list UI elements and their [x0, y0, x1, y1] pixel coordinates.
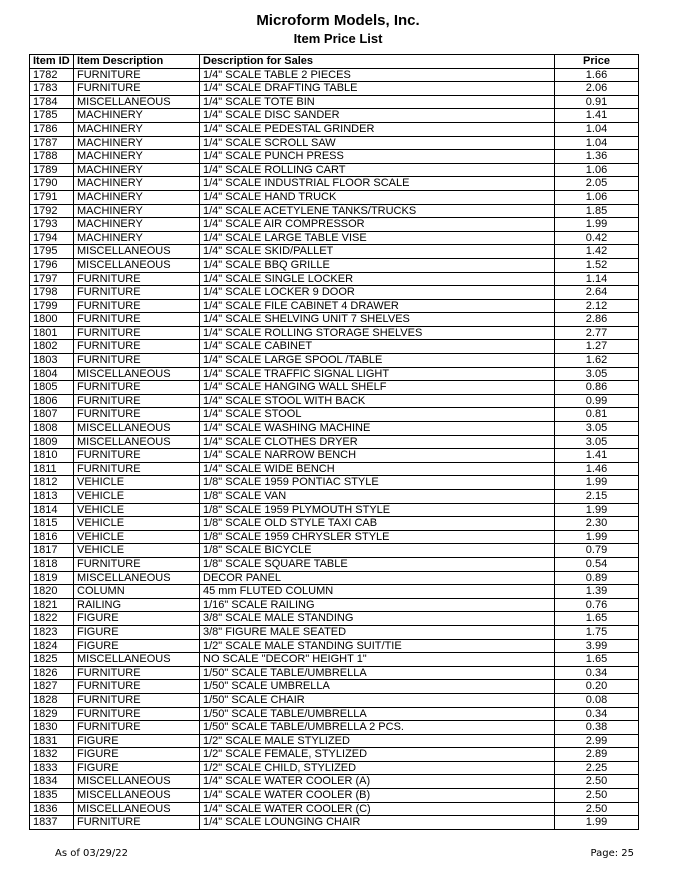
table-row	[30, 394, 639, 408]
sales-description-cell: 1/4" SCALE TOTE BIN	[200, 95, 555, 109]
item-description-cell: MISCELLANEOUS	[74, 367, 200, 381]
sales-description-cell: 1/50" SCALE UMBRELLA	[200, 680, 555, 694]
table-row	[30, 653, 639, 667]
price-cell: 1.36	[555, 150, 639, 164]
price-cell: 1.99	[555, 218, 639, 232]
item-id-cell: 1832	[30, 748, 74, 762]
item-description-cell: FURNITURE	[74, 666, 200, 680]
price-cell: 0.34	[555, 666, 639, 680]
table-row	[30, 95, 639, 109]
sales-description-cell: 1/8" SCALE BICYCLE	[200, 544, 555, 558]
price-cell: 1.75	[555, 625, 639, 639]
item-id-cell: 1786	[30, 122, 74, 136]
price-cell: 1.65	[555, 612, 639, 626]
item-id-cell: 1824	[30, 639, 74, 653]
price-cell: 1.06	[555, 163, 639, 177]
price-cell: 1.06	[555, 190, 639, 204]
table-row	[30, 761, 639, 775]
item-description-cell: MACHINERY	[74, 177, 200, 191]
sales-description-cell: 1/4" SCALE AIR COMPRESSOR	[200, 218, 555, 232]
item-description-cell: MISCELLANEOUS	[74, 802, 200, 816]
sales-description-cell: 1/4" SCALE LARGE TABLE VISE	[200, 231, 555, 245]
sales-description-cell: 1/50" SCALE TABLE/UMBRELLA	[200, 707, 555, 721]
item-id-cell: 1836	[30, 802, 74, 816]
item-id-cell: 1830	[30, 721, 74, 735]
table-row	[30, 775, 639, 789]
price-cell: 0.38	[555, 721, 639, 735]
price-cell: 2.25	[555, 761, 639, 775]
price-cell: 1.52	[555, 258, 639, 272]
item-id-cell: 1813	[30, 490, 74, 504]
sales-description-cell: 1/2" SCALE FEMALE, STYLIZED	[200, 748, 555, 762]
item-id-cell: 1806	[30, 394, 74, 408]
price-cell: 2.64	[555, 286, 639, 300]
sales-description-cell: 1/4" SCALE PUNCH PRESS	[200, 150, 555, 164]
item-id-cell: 1796	[30, 258, 74, 272]
item-description-cell: FURNITURE	[74, 272, 200, 286]
price-cell: 2.77	[555, 326, 639, 340]
sales-description-cell: 1/4" SCALE LOUNGING CHAIR	[200, 816, 555, 830]
item-description-cell: VEHICLE	[74, 476, 200, 490]
item-id-cell: 1823	[30, 625, 74, 639]
item-id-cell: 1783	[30, 82, 74, 96]
sales-description-cell: DECOR PANEL	[200, 571, 555, 585]
price-cell: 2.86	[555, 313, 639, 327]
table-row	[30, 313, 639, 327]
table-row	[30, 462, 639, 476]
sales-description-cell: 1/2" SCALE MALE STYLIZED	[200, 734, 555, 748]
item-description-cell: MACHINERY	[74, 190, 200, 204]
sales-description-cell: 1/4" SCALE WATER COOLER (B)	[200, 789, 555, 803]
table-row	[30, 544, 639, 558]
price-cell: 1.42	[555, 245, 639, 259]
price-cell: 2.50	[555, 775, 639, 789]
item-description-cell: FURNITURE	[74, 82, 200, 96]
sales-description-cell: 1/8" SCALE SQUARE TABLE	[200, 557, 555, 571]
table-row	[30, 449, 639, 463]
price-cell: 2.12	[555, 299, 639, 313]
price-cell: 3.05	[555, 367, 639, 381]
column-header-item-description: Item Description	[74, 55, 200, 69]
price-cell: 0.34	[555, 707, 639, 721]
as-of-date: As of 03/29/22	[55, 848, 128, 859]
sales-description-cell: 3/8" SCALE MALE STANDING	[200, 612, 555, 626]
item-description-cell: FURNITURE	[74, 408, 200, 422]
item-id-cell: 1807	[30, 408, 74, 422]
item-id-cell: 1827	[30, 680, 74, 694]
item-id-cell: 1797	[30, 272, 74, 286]
item-id-cell: 1834	[30, 775, 74, 789]
item-description-cell: RAILING	[74, 598, 200, 612]
sales-description-cell: 1/8" SCALE 1959 PLYMOUTH STYLE	[200, 503, 555, 517]
table-row	[30, 680, 639, 694]
price-cell: 1.99	[555, 530, 639, 544]
item-id-cell: 1829	[30, 707, 74, 721]
table-row	[30, 109, 639, 123]
item-id-cell: 1828	[30, 693, 74, 707]
price-cell: 1.99	[555, 816, 639, 830]
item-description-cell: MACHINERY	[74, 122, 200, 136]
sales-description-cell: 45 mm FLUTED COLUMN	[200, 585, 555, 599]
item-description-cell: FIGURE	[74, 734, 200, 748]
item-id-cell: 1787	[30, 136, 74, 150]
table-row	[30, 503, 639, 517]
table-row	[30, 150, 639, 164]
item-description-cell: FURNITURE	[74, 721, 200, 735]
table-row	[30, 82, 639, 96]
table-row	[30, 490, 639, 504]
item-description-cell: FIGURE	[74, 625, 200, 639]
price-cell: 1.66	[555, 68, 639, 82]
item-id-cell: 1818	[30, 557, 74, 571]
price-cell: 3.99	[555, 639, 639, 653]
item-id-cell: 1826	[30, 666, 74, 680]
item-description-cell: MISCELLANEOUS	[74, 95, 200, 109]
sales-description-cell: 1/4" SCALE FILE CABINET 4 DRAWER	[200, 299, 555, 313]
table-row	[30, 789, 639, 803]
sales-description-cell: 3/8" FIGURE MALE SEATED	[200, 625, 555, 639]
table-row	[30, 286, 639, 300]
sales-description-cell: 1/8" SCALE VAN	[200, 490, 555, 504]
item-id-cell: 1808	[30, 422, 74, 436]
page-number: Page: 25	[590, 848, 634, 859]
item-description-cell: FURNITURE	[74, 680, 200, 694]
item-id-cell: 1790	[30, 177, 74, 191]
table-row	[30, 367, 639, 381]
table-row	[30, 625, 639, 639]
sales-description-cell: 1/4" SCALE TABLE 2 PIECES	[200, 68, 555, 82]
item-id-cell: 1784	[30, 95, 74, 109]
item-id-cell: 1804	[30, 367, 74, 381]
item-description-cell: FURNITURE	[74, 354, 200, 368]
item-description-cell: MACHINERY	[74, 204, 200, 218]
sales-description-cell: 1/4" SCALE PEDESTAL GRINDER	[200, 122, 555, 136]
item-description-cell: MISCELLANEOUS	[74, 789, 200, 803]
item-id-cell: 1822	[30, 612, 74, 626]
item-description-cell: FURNITURE	[74, 707, 200, 721]
price-cell: 2.50	[555, 789, 639, 803]
table-row	[30, 258, 639, 272]
item-description-cell: FURNITURE	[74, 299, 200, 313]
price-cell: 2.99	[555, 734, 639, 748]
price-cell: 3.05	[555, 435, 639, 449]
sales-description-cell: 1/4" SCALE WATER COOLER (C)	[200, 802, 555, 816]
item-description-cell: MACHINERY	[74, 109, 200, 123]
item-description-cell: MISCELLANEOUS	[74, 258, 200, 272]
item-id-cell: 1817	[30, 544, 74, 558]
item-id-cell: 1815	[30, 517, 74, 531]
price-cell: 1.41	[555, 449, 639, 463]
sales-description-cell: 1/50" SCALE CHAIR	[200, 693, 555, 707]
sales-description-cell: 1/8" SCALE OLD STYLE TAXI CAB	[200, 517, 555, 531]
sales-description-cell: 1/4" SCALE INDUSTRIAL FLOOR SCALE	[200, 177, 555, 191]
sales-description-cell: 1/4" SCALE DISC SANDER	[200, 109, 555, 123]
price-cell: 1.39	[555, 585, 639, 599]
item-description-cell: FURNITURE	[74, 326, 200, 340]
item-description-cell: MISCELLANEOUS	[74, 571, 200, 585]
table-row	[30, 707, 639, 721]
item-id-cell: 1810	[30, 449, 74, 463]
price-cell: 0.20	[555, 680, 639, 694]
item-description-cell: MISCELLANEOUS	[74, 653, 200, 667]
table-row	[30, 354, 639, 368]
item-id-cell: 1820	[30, 585, 74, 599]
item-description-cell: FURNITURE	[74, 394, 200, 408]
table-row	[30, 177, 639, 191]
item-description-cell: FURNITURE	[74, 313, 200, 327]
table-row	[30, 231, 639, 245]
sales-description-cell: 1/4" SCALE SCROLL SAW	[200, 136, 555, 150]
item-description-cell: VEHICLE	[74, 530, 200, 544]
item-description-cell: MISCELLANEOUS	[74, 422, 200, 436]
price-cell: 0.91	[555, 95, 639, 109]
table-row	[30, 340, 639, 354]
sales-description-cell: 1/4" SCALE ACETYLENE TANKS/TRUCKS	[200, 204, 555, 218]
sales-description-cell: 1/50" SCALE TABLE/UMBRELLA 2 PCS.	[200, 721, 555, 735]
table-row	[30, 326, 639, 340]
table-row	[30, 734, 639, 748]
sales-description-cell: 1/8" SCALE 1959 CHRYSLER STYLE	[200, 530, 555, 544]
item-description-cell: MISCELLANEOUS	[74, 245, 200, 259]
item-description-cell: FIGURE	[74, 761, 200, 775]
item-id-cell: 1803	[30, 354, 74, 368]
sales-description-cell: 1/4" SCALE CABINET	[200, 340, 555, 354]
sales-description-cell: 1/8" SCALE 1959 PONTIAC STYLE	[200, 476, 555, 490]
item-description-cell: MACHINERY	[74, 218, 200, 232]
table-row	[30, 435, 639, 449]
table-row	[30, 612, 639, 626]
item-description-cell: FIGURE	[74, 612, 200, 626]
table-row	[30, 381, 639, 395]
price-cell: 1.85	[555, 204, 639, 218]
item-id-cell: 1805	[30, 381, 74, 395]
item-id-cell: 1800	[30, 313, 74, 327]
sales-description-cell: 1/4" SCALE CLOTHES DRYER	[200, 435, 555, 449]
table-body	[30, 68, 639, 829]
sales-description-cell: 1/4" SCALE WIDE BENCH	[200, 462, 555, 476]
item-description-cell: VEHICLE	[74, 544, 200, 558]
price-cell: 1.14	[555, 272, 639, 286]
table-row	[30, 136, 639, 150]
item-description-cell: FURNITURE	[74, 68, 200, 82]
table-row	[30, 748, 639, 762]
item-description-cell: FURNITURE	[74, 557, 200, 571]
price-cell: 1.99	[555, 476, 639, 490]
item-id-cell: 1814	[30, 503, 74, 517]
table-row	[30, 571, 639, 585]
item-description-cell: MISCELLANEOUS	[74, 435, 200, 449]
sales-description-cell: 1/4" SCALE WATER COOLER (A)	[200, 775, 555, 789]
item-id-cell: 1821	[30, 598, 74, 612]
sales-description-cell: 1/4" SCALE ROLLING CART	[200, 163, 555, 177]
sales-description-cell: 1/4" SCALE LARGE SPOOL /TABLE	[200, 354, 555, 368]
table-row	[30, 190, 639, 204]
sales-description-cell: 1/4" SCALE STOOL WITH BACK	[200, 394, 555, 408]
table-row	[30, 272, 639, 286]
sales-description-cell: NO SCALE "DECOR" HEIGHT 1"	[200, 653, 555, 667]
column-header-item-id: Item ID	[30, 55, 74, 69]
price-cell: 3.05	[555, 422, 639, 436]
item-description-cell: MACHINERY	[74, 163, 200, 177]
item-id-cell: 1799	[30, 299, 74, 313]
price-cell: 0.76	[555, 598, 639, 612]
item-id-cell: 1788	[30, 150, 74, 164]
sales-description-cell: 1/4" SCALE SINGLE LOCKER	[200, 272, 555, 286]
price-cell: 1.41	[555, 109, 639, 123]
table-row	[30, 816, 639, 830]
item-description-cell: FURNITURE	[74, 816, 200, 830]
price-cell: 2.05	[555, 177, 639, 191]
price-cell: 0.08	[555, 693, 639, 707]
sales-description-cell: 1/4" SCALE LOCKER 9 DOOR	[200, 286, 555, 300]
table-row	[30, 557, 639, 571]
price-cell: 0.81	[555, 408, 639, 422]
item-id-cell: 1831	[30, 734, 74, 748]
item-id-cell: 1789	[30, 163, 74, 177]
item-description-cell: FURNITURE	[74, 286, 200, 300]
item-id-cell: 1795	[30, 245, 74, 259]
item-id-cell: 1825	[30, 653, 74, 667]
price-cell: 0.89	[555, 571, 639, 585]
item-id-cell: 1782	[30, 68, 74, 82]
item-id-cell: 1785	[30, 109, 74, 123]
item-id-cell: 1833	[30, 761, 74, 775]
item-description-cell: COLUMN	[74, 585, 200, 599]
table-row	[30, 68, 639, 82]
item-description-cell: FIGURE	[74, 748, 200, 762]
report-header	[0, 12, 676, 47]
price-cell: 1.46	[555, 462, 639, 476]
price-cell: 0.86	[555, 381, 639, 395]
sales-description-cell: 1/50" SCALE TABLE/UMBRELLA	[200, 666, 555, 680]
item-id-cell: 1792	[30, 204, 74, 218]
sales-description-cell: 1/4" SCALE NARROW BENCH	[200, 449, 555, 463]
item-description-cell: VEHICLE	[74, 503, 200, 517]
item-description-cell: FURNITURE	[74, 449, 200, 463]
price-cell: 1.27	[555, 340, 639, 354]
sales-description-cell: 1/4" SCALE SKID/PALLET	[200, 245, 555, 259]
item-description-cell: FURNITURE	[74, 462, 200, 476]
table-row	[30, 204, 639, 218]
price-cell: 1.65	[555, 653, 639, 667]
table-row	[30, 422, 639, 436]
sales-description-cell: 1/4" SCALE STOOL	[200, 408, 555, 422]
price-cell: 2.50	[555, 802, 639, 816]
table-row	[30, 408, 639, 422]
sales-description-cell: 1/4" SCALE TRAFFIC SIGNAL LIGHT	[200, 367, 555, 381]
price-cell: 1.62	[555, 354, 639, 368]
item-id-cell: 1811	[30, 462, 74, 476]
table-row	[30, 218, 639, 232]
item-description-cell: VEHICLE	[74, 490, 200, 504]
sales-description-cell: 1/16" SCALE RAILING	[200, 598, 555, 612]
item-id-cell: 1835	[30, 789, 74, 803]
table-row	[30, 163, 639, 177]
item-id-cell: 1837	[30, 816, 74, 830]
price-cell: 0.99	[555, 394, 639, 408]
item-id-cell: 1794	[30, 231, 74, 245]
price-cell: 0.42	[555, 231, 639, 245]
price-cell: 2.30	[555, 517, 639, 531]
table-row	[30, 245, 639, 259]
table-row	[30, 530, 639, 544]
item-description-cell: MISCELLANEOUS	[74, 775, 200, 789]
item-description-cell: MACHINERY	[74, 150, 200, 164]
price-cell: 2.89	[555, 748, 639, 762]
item-id-cell: 1812	[30, 476, 74, 490]
sales-description-cell: 1/4" SCALE WASHING MACHINE	[200, 422, 555, 436]
table-row	[30, 585, 639, 599]
column-header-price: Price	[555, 55, 639, 69]
table-row	[30, 721, 639, 735]
sales-description-cell: 1/4" SCALE SHELVING UNIT 7 SHELVES	[200, 313, 555, 327]
item-id-cell: 1793	[30, 218, 74, 232]
item-id-cell: 1819	[30, 571, 74, 585]
table-row	[30, 666, 639, 680]
table-row	[30, 299, 639, 313]
sales-description-cell: 1/4" SCALE ROLLING STORAGE SHELVES	[200, 326, 555, 340]
item-description-cell: FURNITURE	[74, 381, 200, 395]
table-row	[30, 802, 639, 816]
table-row	[30, 598, 639, 612]
table-row	[30, 476, 639, 490]
item-description-cell: MACHINERY	[74, 231, 200, 245]
table-row	[30, 517, 639, 531]
sales-description-cell: 1/4" SCALE HANGING WALL SHELF	[200, 381, 555, 395]
price-cell: 2.15	[555, 490, 639, 504]
price-cell: 0.79	[555, 544, 639, 558]
item-id-cell: 1798	[30, 286, 74, 300]
item-id-cell: 1791	[30, 190, 74, 204]
report-title: Item Price List	[293, 31, 383, 46]
table-header-row	[30, 55, 639, 69]
item-id-cell: 1816	[30, 530, 74, 544]
price-cell: 1.04	[555, 122, 639, 136]
price-cell: 2.06	[555, 82, 639, 96]
sales-description-cell: 1/4" SCALE HAND TRUCK	[200, 190, 555, 204]
item-description-cell: VEHICLE	[74, 517, 200, 531]
sales-description-cell: 1/2" SCALE MALE STANDING SUIT/TIE	[200, 639, 555, 653]
price-table	[29, 54, 639, 830]
column-header-description-for-sales: Description for Sales	[200, 55, 555, 69]
item-description-cell: FURNITURE	[74, 340, 200, 354]
item-id-cell: 1801	[30, 326, 74, 340]
item-description-cell: FURNITURE	[74, 693, 200, 707]
price-cell: 0.54	[555, 557, 639, 571]
sales-description-cell: 1/4" SCALE BBQ GRILLE	[200, 258, 555, 272]
table-row	[30, 639, 639, 653]
item-id-cell: 1802	[30, 340, 74, 354]
company-name: Microform Models, Inc.	[256, 12, 420, 29]
price-cell: 1.99	[555, 503, 639, 517]
sales-description-cell: 1/4" SCALE DRAFTING TABLE	[200, 82, 555, 96]
table-row	[30, 122, 639, 136]
price-cell: 1.04	[555, 136, 639, 150]
table-row	[30, 693, 639, 707]
item-id-cell: 1809	[30, 435, 74, 449]
item-description-cell: MACHINERY	[74, 136, 200, 150]
sales-description-cell: 1/2" SCALE CHILD, STYLIZED	[200, 761, 555, 775]
item-description-cell: FIGURE	[74, 639, 200, 653]
